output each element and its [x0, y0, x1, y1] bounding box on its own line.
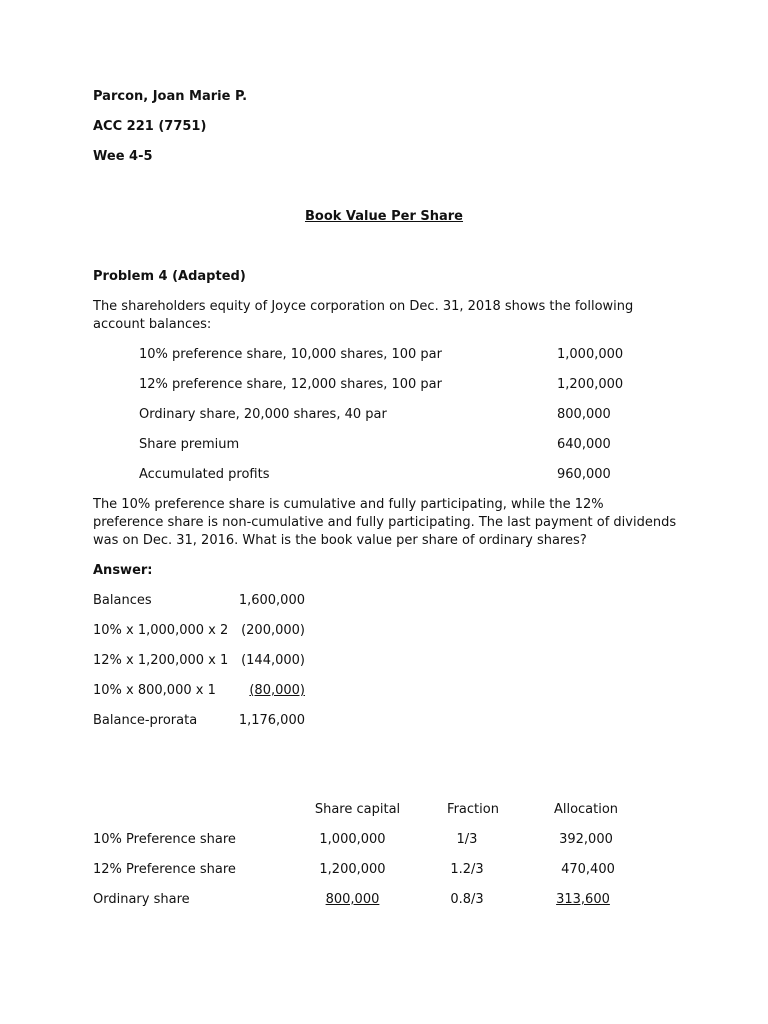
- share-capital-cell: 800,000: [325, 892, 380, 907]
- computation-label: 12% x 1,200,000 x 1: [93, 653, 229, 668]
- balance-label: 12% preference share, 12,000 shares, 100 par: [139, 377, 442, 392]
- allocation-cell: 470,400: [561, 862, 615, 877]
- problem-intro: The shareholders equity of Joyce corporation on Dec. 31, 2018 shows the following account balances:: [93, 299, 634, 332]
- computation-value: (144,000): [241, 653, 305, 668]
- week-label: Wee 4-5: [93, 149, 153, 164]
- computation-value: (80,000): [249, 683, 305, 698]
- row-label: 10% Preference share: [93, 832, 236, 847]
- balance-label: Ordinary share, 20,000 shares, 40 par: [139, 407, 387, 422]
- fraction-cell: 1.2/3: [450, 862, 484, 877]
- balance-amount: 1,200,000: [557, 377, 624, 392]
- computation-label: 10% x 800,000 x 1: [93, 683, 216, 698]
- computation-value: 1,600,000: [238, 593, 305, 608]
- computation-label: Balances: [93, 593, 152, 608]
- allocation-cell: 313,600: [556, 892, 610, 907]
- computation-value: (200,000): [241, 623, 305, 638]
- course-code: ACC 221 (7751): [93, 119, 207, 134]
- column-header: Allocation: [553, 802, 619, 817]
- balance-amount: 640,000: [557, 437, 611, 452]
- share-capital-cell: 1,000,000: [319, 832, 386, 847]
- computation-label: Balance-prorata: [93, 713, 198, 728]
- allocation-cell: 392,000: [559, 832, 613, 847]
- balance-label: Accumulated profits: [139, 467, 270, 482]
- computation-value: 1,176,000: [238, 713, 305, 728]
- problem-question: The 10% preference share is cumulative and fully participating, while the 12% preference share is non-cumulative and fully participating. The last payment of dividends was on Dec. 31, 2016. What is the book value per share of ordinary shares?: [93, 497, 677, 548]
- balance-amount: 1,000,000: [557, 347, 624, 362]
- document-title: Book Value Per Share: [304, 209, 464, 224]
- student-name: Parcon, Joan Marie P.: [93, 89, 248, 104]
- column-header: Share capital: [314, 802, 401, 817]
- fraction-cell: 0.8/3: [450, 892, 484, 907]
- share-capital-cell: 1,200,000: [319, 862, 386, 877]
- answer-heading: Answer:: [93, 563, 153, 578]
- row-label: Ordinary share: [93, 892, 190, 907]
- fraction-cell: 1/3: [456, 832, 478, 847]
- balance-label: 10% preference share, 10,000 shares, 100 par: [139, 347, 442, 362]
- balance-amount: 960,000: [557, 467, 611, 482]
- balance-amount: 800,000: [557, 407, 611, 422]
- balance-label: Share premium: [139, 437, 240, 452]
- column-header: Fraction: [447, 802, 499, 817]
- row-label: 12% Preference share: [93, 862, 236, 877]
- computation-label: 10% x 1,000,000 x 2: [93, 623, 229, 638]
- problem-heading: Problem 4 (Adapted): [93, 269, 246, 284]
